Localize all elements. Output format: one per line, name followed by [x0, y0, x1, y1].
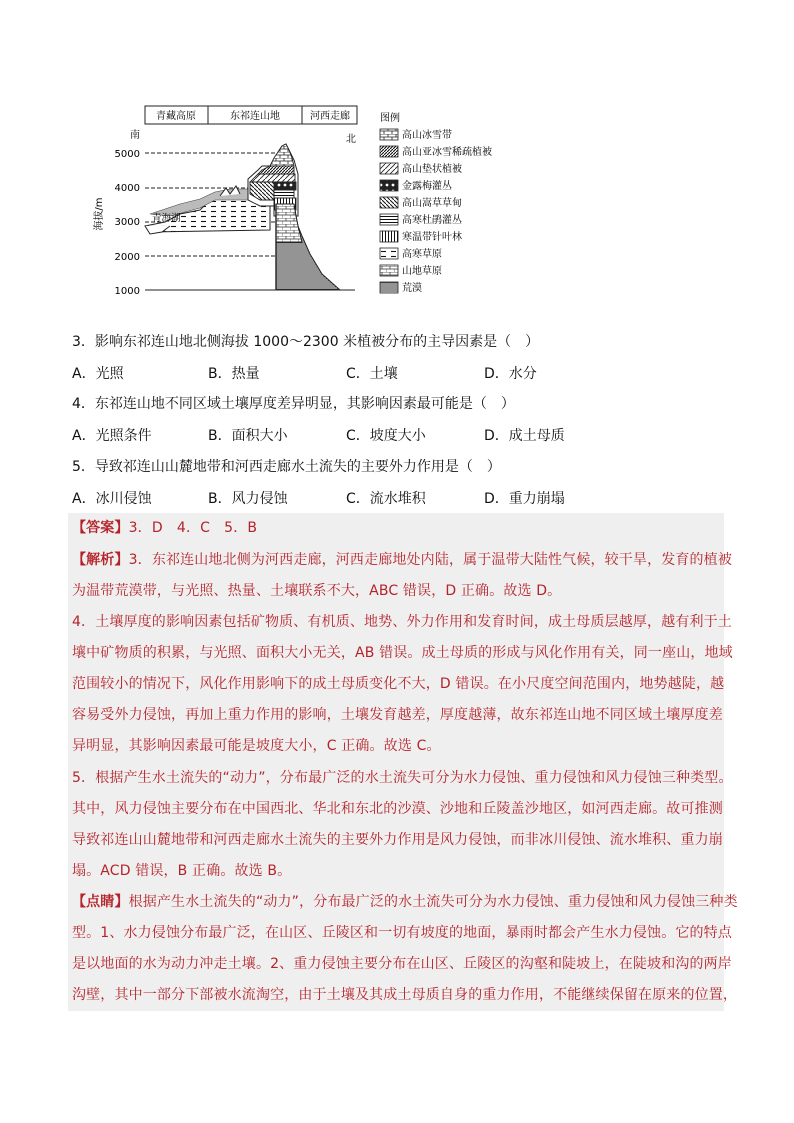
option-b: B．面积大小: [208, 428, 288, 444]
analysis-line: 容易受外力侵蚀，再加上重力作用的影响，土壤发育越差，厚度越薄，故东祁连山地不同区域土壤厚度差: [72, 707, 723, 723]
analysis-line: 导致祁连山山麓地带和河西走廊水土流失的主要外力作用是风力侵蚀，而非冰川侵蚀、流水堆积、重力崩: [72, 832, 723, 848]
legend-swatch: [380, 231, 398, 242]
legend-swatch: [380, 265, 398, 276]
legend-item-label: 高山冰雪带: [402, 130, 452, 141]
analysis-line: 其中，风力侵蚀主要分布在中国西北、华北和东北的沙漠、沙地和丘陵盖沙地区，如河西走廊。故可推测: [72, 801, 723, 817]
legend-swatch: [380, 248, 398, 259]
legend-swatch: [380, 197, 398, 208]
tick-5000: 5000: [114, 149, 140, 160]
legend-swatch: [380, 146, 398, 157]
north-label: 北: [346, 134, 356, 145]
answer-tag: 【答案】: [72, 520, 129, 536]
legend-title: 图例: [380, 113, 400, 124]
tick-4000: 4000: [114, 183, 140, 194]
analysis-line: 异明显，其影响因素最可能是坡度大小，C 正确。故选 C。: [72, 738, 441, 754]
analysis-line: 为温带荒漠带，与光照、热量、土壤联系不大，ABC 错误，D 正确。故选 D。: [72, 583, 562, 599]
analysis-line: 壤中矿物质的积累，与光照、面积大小无关，AB 错误。成土母质的形成与风化作用有关，同一座山，地域: [72, 645, 733, 661]
legend-item-label: 金露梅灌丛: [402, 181, 452, 192]
option-a: A．光照: [72, 366, 124, 382]
option-a: A．冰川侵蚀: [72, 491, 152, 507]
answer-text: 3．D 4．C 5．B: [128, 520, 258, 536]
analysis-line: 5．根据产生水土流失的“动力”，分布最广泛的水土流失可分为水力侵蚀、重力侵蚀和风力侵蚀三种类型。: [72, 770, 733, 786]
tip-line: 沟壁，其中一部分下部被水流淘空，由于土壤及其成土母质自身的重力作用，不能继续保留在原来的位置，: [72, 987, 738, 1003]
tip-line: [72, 887, 738, 917]
legend-item-label: 高山垫状植被: [402, 164, 462, 175]
option-d: D．成土母质: [484, 428, 565, 444]
tick-2000: 2000: [114, 252, 140, 263]
legend-swatch: [380, 180, 398, 191]
tick-1000: 1000: [114, 286, 140, 297]
legend-swatch: [380, 282, 398, 293]
tip-tag: 【点睛】: [72, 894, 129, 910]
option-c: C．土壤: [346, 366, 398, 382]
legend-item-label: 高寒草原: [402, 249, 442, 260]
option-d: D．水分: [484, 366, 537, 382]
south-label: 南: [130, 130, 140, 141]
header-east-qilian: 东祁连山地: [230, 111, 280, 122]
analysis-line: 4．土壤厚度的影响因素包括矿物质、有机质、地势、外力作用和发育时间，成土母质层越厚，越有利于土: [72, 614, 732, 630]
header-qinghai-tibet: 青藏高原: [156, 111, 196, 122]
question-3-stem: 3．影响东祁连山地北侧海拔 1000～2300 米植被分布的主导因素是（ ）: [72, 334, 540, 350]
legend-swatch: [380, 214, 398, 225]
option-c: C．流水堆积: [346, 491, 426, 507]
legend-item-label: 高山嵩草草甸: [402, 198, 462, 209]
option-a: A．光照条件: [72, 428, 152, 444]
question-5-options: [72, 488, 732, 508]
analysis-text: 3．东祁连山地北侧为河西走廊，河西走廊地处内陆，属于温带大陆性气候，较干旱，发育的植被: [128, 552, 732, 568]
tip-line: 型。1、水力侵蚀分布最广泛，在山区、丘陵区和一切有坡度的地面，暴雨时都会产生水力侵蚀。它的特点: [72, 925, 732, 941]
legend-item-label: 寒温带针叶林: [402, 232, 462, 243]
legend-item-label: 高寒杜鹃灌丛: [402, 215, 462, 226]
question-4-options: [72, 425, 732, 445]
analysis-line: 塌。ACD 错误，B 正确。故选 B。: [72, 863, 292, 879]
analysis-line: [72, 545, 732, 575]
y-axis-label: 海拔/m: [94, 197, 105, 231]
legend-item-label: 山地草原: [402, 266, 442, 277]
lake-label: 青海湖: [152, 213, 181, 224]
option-b: B．热量: [208, 366, 260, 382]
question-3-options: [72, 363, 732, 383]
terrain-profile: [145, 144, 340, 290]
option-d: D．重力崩塌: [484, 491, 565, 507]
option-c: C．坡度大小: [346, 428, 426, 444]
answer-line: [72, 513, 724, 543]
tip-line: 是以地面的水为动力冲走土壤。2、重力侵蚀主要分布在山区、丘陵区的沟壑和陡坡上，在陡坡和沟的两岸: [72, 956, 732, 972]
legend-item-label: 高山亚冰雪稀疏植被: [402, 147, 492, 158]
legend-item-label: 荒漠: [402, 283, 422, 294]
option-b: B．风力侵蚀: [208, 491, 288, 507]
legend: [380, 111, 492, 294]
question-5-stem: 5．导致祁连山山麓地带和河西走廊水土流失的主要外力作用是（ ）: [72, 459, 501, 475]
analysis-line: 范围较小的情况下，风化作用影响下的成土母质变化不大，D 错误。在小尺度空间范围内，地势越陡，越: [72, 676, 725, 692]
header-hexi-corridor: 河西走廊: [310, 111, 350, 122]
tip-text: 根据产生水土流失的“动力”，分布最广泛的水土流失可分为水力侵蚀、重力侵蚀和风力侵蚀三种类: [128, 894, 738, 910]
question-4-stem: 4．东祁连山地不同区域土壤厚度差异明显，其影响因素最可能是（ ）: [72, 396, 515, 412]
vegetation-profile-diagram: [90, 104, 510, 304]
analysis-tag: 【解析】: [72, 552, 129, 568]
legend-swatch: [380, 129, 398, 140]
legend-swatch: [380, 163, 398, 174]
tick-3000: 3000: [114, 217, 140, 228]
